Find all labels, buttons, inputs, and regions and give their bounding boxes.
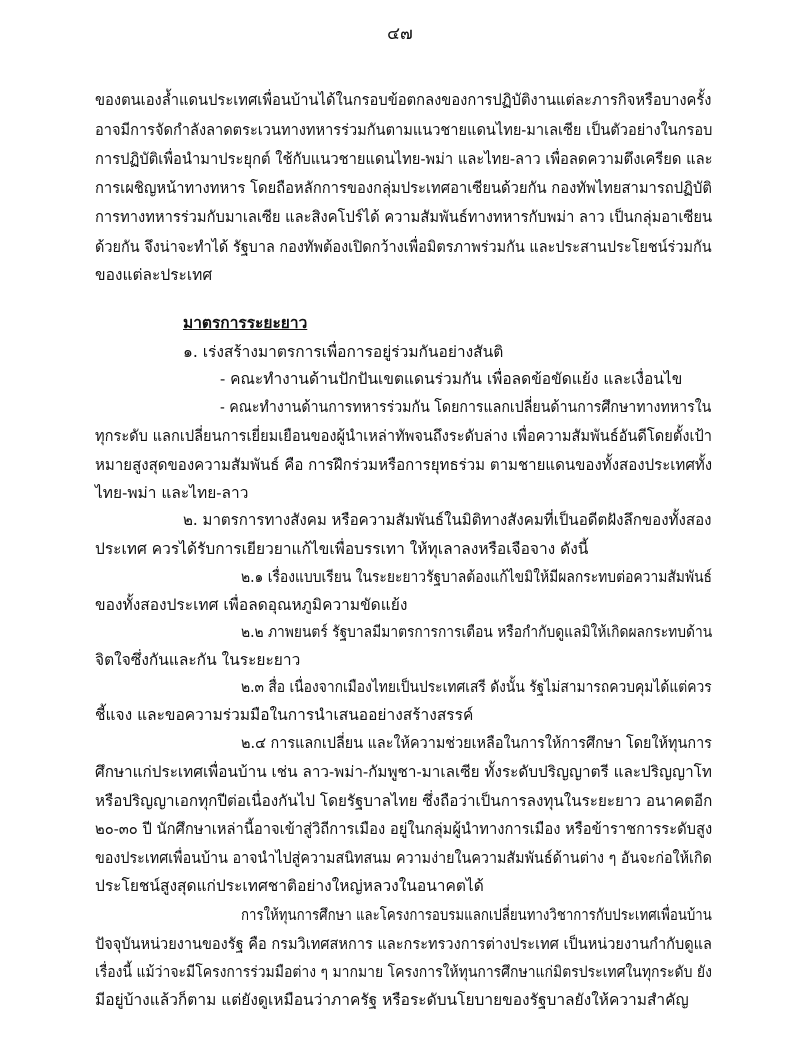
paragraph-line: มีอยู่บ้างแล้วก็ตาม แต่ยังดูเหมือนว่าภาครัฐ หรือระดับนโยบายของรัฐบาลยังให้ความสำคัญ [95, 991, 689, 1009]
sub-list-item: ๒.๔ การแลกเปลี่ยน และให้ความช่วยเหลือในการให้การศึกษา โดยให้ทุนการ [241, 734, 712, 752]
paragraph-line: ของประเทศเพื่อนบ้าน อาจนำไปสู่ความสนิทสนม ความง่ายในความสัมพันธ์ด้านต่าง ๆ อันจะก่อให้เกิด [95, 849, 712, 867]
paragraph-line: ประโยชน์สูงสุดแก่ประเทศชาติอย่างใหญ่หลวงในอนาคตได้ [95, 877, 484, 895]
sub-list-item: ๒.๒ ภาพยนตร์ รัฐบาลมีมาตรการการเตือน หรือกำกับดูแลมิให้เกิดผลกระทบด้าน [241, 623, 713, 641]
paragraph-line: อาจมีการจัดกำลังลาดตระเวนทางทหารร่วมกันตามแนวชายแดนไทย-มาเลเซีย เป็นตัวอย่างในกรอบ [95, 121, 713, 139]
paragraph-line: ๒๐-๓๐ ปี นักศึกษาเหล่านี้อาจเข้าสู่วิถีการเมือง อยู่ในกลุ่มผู้นำทางการเมือง หรือข้าราชการระดับสูง [95, 820, 713, 838]
paragraph-line: ปัจจุบันหน่วยงานของรัฐ คือ กรมวิเทศสหการ และกระทรวงการต่างประเทศ เป็นหน่วยงานกำกับดูแล [95, 935, 712, 953]
section-heading: มาตรการระยะยาว [183, 313, 308, 332]
paragraph-line: ทุกระดับ แลกเปลี่ยนการเยี่ยมเยือนของผู้นำเหล่าทัพจนถึงระดับล่าง เพื่อความสัมพันธ์อันดีโดยตั้งเป้า [95, 427, 712, 445]
paragraph-line: ของทั้งสองประเทศ เพื่อลดอุณหภูมิความขัดแย้ง [95, 596, 408, 614]
paragraph-line: การปฏิบัติเพื่อนำมาประยุกต์ ใช้กับแนวชายแดนไทย-พม่า และไทย-ลาว เพื่อลดความตึงเครียด และ [95, 150, 713, 168]
paragraph-line: ของแต่ละประเทศ [95, 266, 213, 284]
paragraph-line: จิตใจซึ่งกันและกัน ในระยะยาว [95, 651, 301, 669]
paragraph-line: หรือปริญญาเอกทุกปีต่อเนื่องกันไป โดยรัฐบาลไทย ซึ่งถือว่าเป็นการลงทุนในระยะยาว อนาคตอีก [95, 792, 713, 810]
paragraph-line: ด้วยกัน จึงน่าจะทำได้ รัฐบาล กองทัพต้องเปิดกว้างเพื่อมิตรภาพร่วมกัน และประสานประโยชน์ร่วมกัน [95, 238, 712, 256]
sub-list-item: - คณะทำงานด้านปักปันเขตแดนร่วมกัน เพื่อลดข้อขัดแย้ง และเงื่อนไข [220, 370, 683, 388]
sub-list-item: - คณะทำงานด้านการทหารร่วมกัน โดยการแลกเปลี่ยนด้านการศึกษาทางทหารใน [220, 398, 712, 416]
list-item: ๒. มาตรการทางสังคม หรือความสัมพันธ์ในมิติทางสังคมที่เป็นอดีตฝังลึกของทั้งสอง [183, 511, 712, 529]
list-item: ๑. เร่งสร้างมาตรการเพื่อการอยู่ร่วมกันอย่างสันติ [183, 343, 504, 361]
paragraph-line: ชี้แจง และขอความร่วมมือในการนำเสนออย่างสร้างสรรค์ [95, 706, 474, 724]
paragraph-line: การทางทหารร่วมกับมาเลเซีย และสิงคโปร์ได้ ความสัมพันธ์ทางทหารกับพม่า ลาว เป็นกลุ่มอาเซียน [95, 208, 713, 226]
paragraph-line: ศึกษาแก่ประเทศเพื่อนบ้าน เช่น ลาว-พม่า-กัมพูชา-มาเลเซีย ทั้งระดับปริญญาตรี และปริญญาโท [95, 763, 712, 781]
paragraph-line: ของตนเองล้ำแดนประเทศเพื่อนบ้านได้ในกรอบข้อตกลงของการปฏิบัติงานแต่ละภารกิจหรือบางครั้ง [95, 91, 712, 109]
paragraph-line: หมายสูงสุดของความสัมพันธ์ คือ การฝึกร่วมหรือการยุทธร่วม ตามชายแดนของทั้งสองประเทศทั้ง [95, 456, 713, 474]
paragraph-line: การให้ทุนการศึกษา และโครงการอบรมแลกเปลี่ยนทางวิชาการกับประเทศเพื่อนบ้าน [241, 906, 712, 924]
paragraph-line: ประเทศ ควรได้รับการเยียวยาแก้ไขเพื่อบรรเทา ให้ทุเลาลงหรือเจือจาง ดังนี้ [95, 540, 589, 558]
sub-list-item: ๒.๑ เรื่องแบบเรียน ในระยะยาวรัฐบาลต้องแก้ไขมิให้มีผลกระทบต่อความสัมพันธ์ [241, 568, 713, 586]
paragraph-line: เรื่องนี้ แม้ว่าจะมีโครงการร่วมมือต่าง ๆ มากมาย โครงการให้ทุนการศึกษาแก่มิตรประเทศในทุกระดับ ยัง [95, 963, 712, 981]
page-number: ๔๗ [387, 24, 413, 44]
sub-list-item: ๒.๓ สื่อ เนื่องจากเมืองไทยเป็นประเทศเสรี ดังนั้น รัฐไม่สามารถควบคุมได้แต่ควร [241, 678, 712, 696]
paragraph-line: ไทย-พม่า และไทย-ลาว [95, 484, 249, 502]
paragraph-line: การเผชิญหน้าทางทหาร โดยถือหลักการของกลุ่มประเทศอาเซียนด้วยกัน กองทัพไทยสามารถปฏิบัติ [95, 179, 712, 197]
